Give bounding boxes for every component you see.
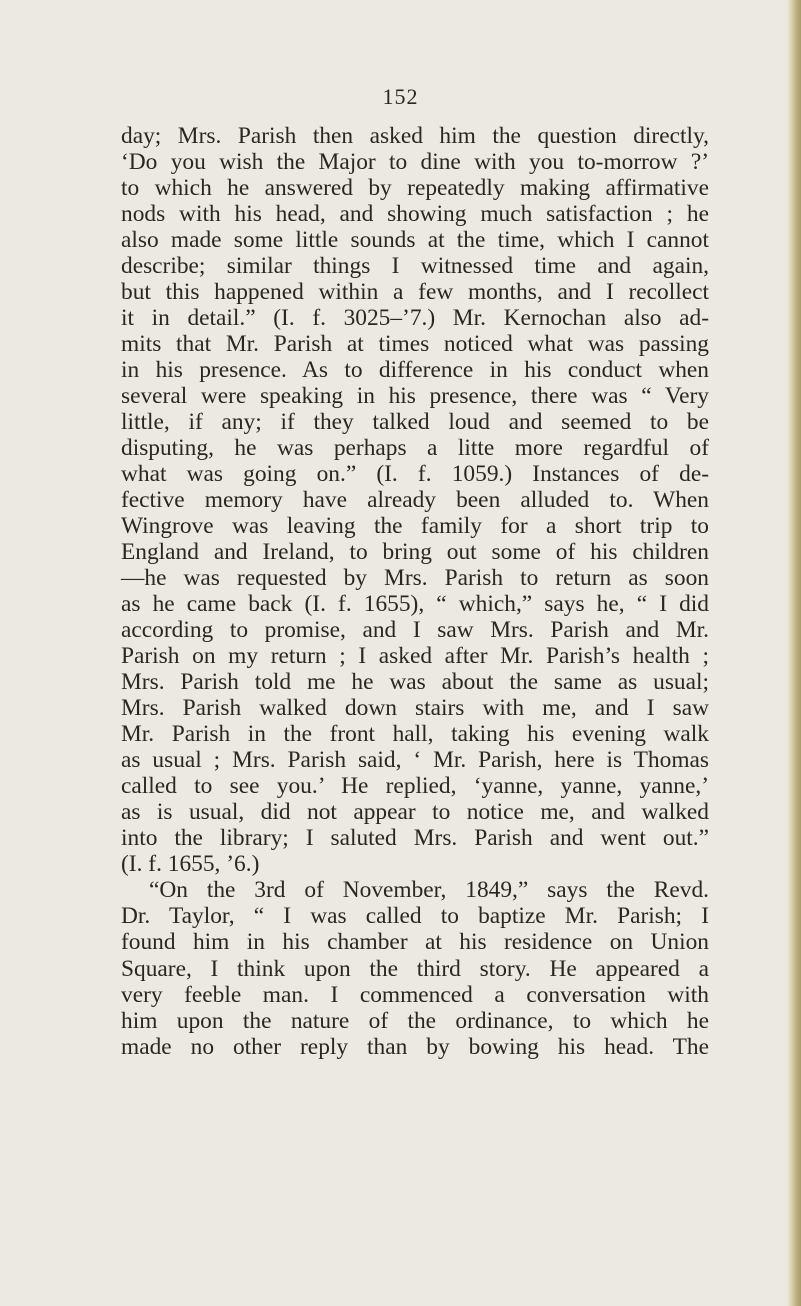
text-line: Square, I think upon the third story. He appeared a bbox=[121, 955, 709, 982]
text-line: to which he answered by repeatedly making affirmative bbox=[121, 175, 709, 202]
text-line: ‘Do you wish the Major to dine with you to-morrow ?’ bbox=[121, 149, 709, 176]
text-line: very feeble man. I commenced a conversation with bbox=[121, 981, 709, 1008]
text-line: mits that Mr. Parish at times noticed what was passing bbox=[121, 331, 709, 358]
text-line: made no other reply than by bowing his head. The bbox=[121, 1033, 709, 1060]
text-line: found him in his chamber at his residence on Union bbox=[121, 929, 709, 956]
text-line: but this happened within a few months, and I recollect bbox=[121, 279, 709, 306]
text-line: several were speaking in his presence, there was “ Very bbox=[121, 383, 709, 410]
text-line: day; Mrs. Parish then asked him the question directly, bbox=[121, 123, 709, 149]
text-line: nods with his head, and showing much satisfaction ; he bbox=[121, 201, 709, 228]
text-line: what was going on.” (I. f. 1059.) Instances of de- bbox=[121, 461, 709, 488]
text-line: according to promise, and I saw Mrs. Parish and Mr. bbox=[121, 617, 709, 644]
text-line: “On the 3rd of November, 1849,” says the Revd. bbox=[149, 877, 709, 904]
text-line: into the library; I saluted Mrs. Parish and went out.” bbox=[121, 825, 709, 852]
text-line: Mrs. Parish walked down stairs with me, and I saw bbox=[121, 695, 709, 722]
text-line: as usual ; Mrs. Parish said, ‘ Mr. Parish, here is Thomas bbox=[121, 747, 709, 774]
text-line: disputing, he was perhaps a litte more regardful of bbox=[121, 435, 709, 462]
text-line: it in detail.” (I. f. 3025–’7.) Mr. Kernochan also ad- bbox=[121, 305, 709, 332]
text-line: called to see you.’ He replied, ‘yanne, yanne, yanne,’ bbox=[121, 773, 709, 800]
text-line: describe; similar things I witnessed time and again, bbox=[121, 253, 709, 280]
text-line: little, if any; if they talked loud and seemed to be bbox=[121, 409, 709, 436]
text-line: also made some little sounds at the time, which I cannot bbox=[121, 227, 709, 254]
text-line: fective memory have already been alluded to. When bbox=[121, 487, 709, 514]
text-line: him upon the nature of the ordinance, to which he bbox=[121, 1007, 709, 1034]
text-line: as he came back (I. f. 1655), “ which,” says he, “ I did bbox=[121, 591, 709, 618]
text-line: (I. f. 1655, ’6.) bbox=[121, 851, 260, 878]
text-line: England and Ireland, to bring out some of his children bbox=[121, 539, 709, 566]
body-text bbox=[121, 123, 709, 1060]
text-line: in his presence. As to difference in his conduct when bbox=[121, 357, 709, 384]
page-number: 152 bbox=[382, 84, 419, 109]
text-line: as is usual, did not appear to notice me, and walked bbox=[121, 799, 709, 826]
text-line: Mrs. Parish told me he was about the same as usual; bbox=[121, 669, 709, 696]
text-line: Wingrove was leaving the family for a short trip to bbox=[121, 513, 709, 540]
text-line: Parish on my return ; I asked after Mr. Parish’s health ; bbox=[121, 643, 709, 670]
page-edge-shadow bbox=[787, 0, 801, 1306]
text-line: —he was requested by Mrs. Parish to return as soon bbox=[121, 565, 709, 592]
text-line: Mr. Parish in the front hall, taking his evening walk bbox=[121, 721, 709, 748]
text-line: Dr. Taylor, “ I was called to baptize Mr. Parish; I bbox=[121, 903, 709, 930]
